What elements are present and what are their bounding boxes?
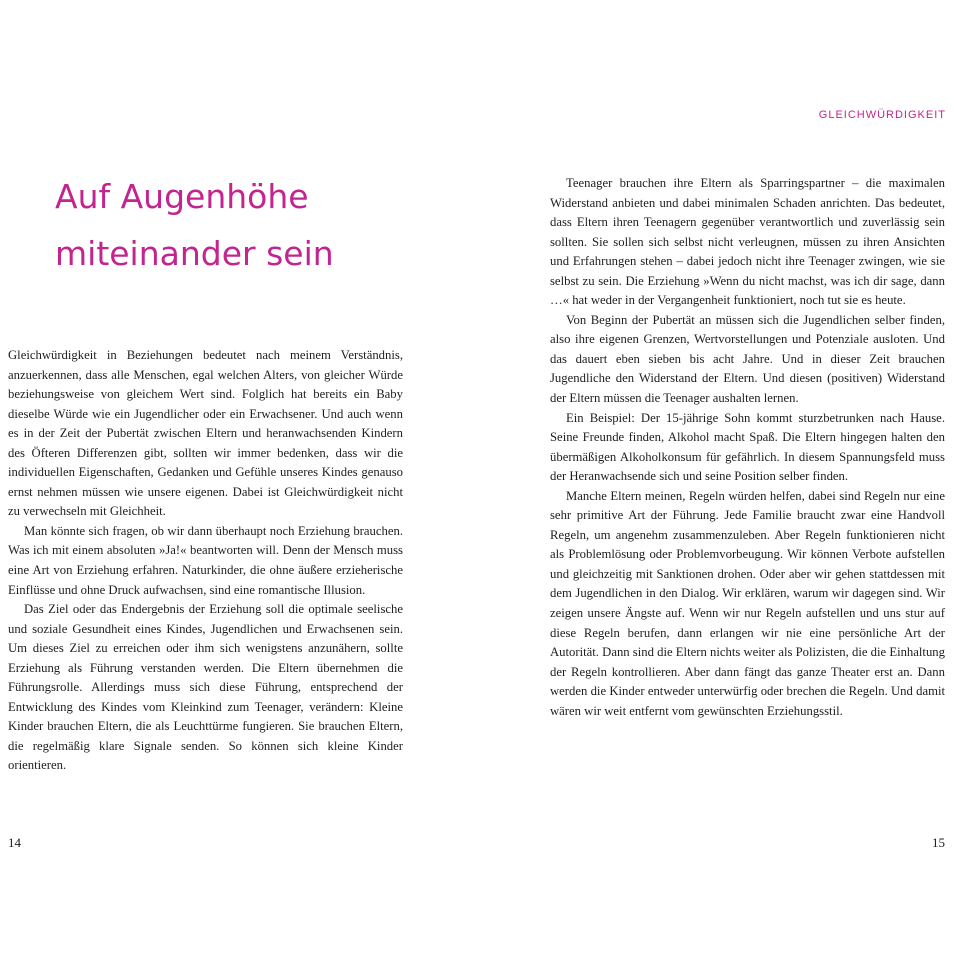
paragraph: Von Beginn der Pubertät an müssen sich die Jugendlichen selber finden, also ihre eigenen Grenzen, Wertvorstellungen und Potenziale ausloten. Und das dauert eben sieben bis acht Jahre. Und in dieser Zeit brauchen Jugendliche den Widerstand der Eltern. Und diesen (positiven) Widerstand der Eltern müssen die Teenager aushalten lernen. bbox=[550, 312, 945, 406]
paragraph: Manche Eltern meinen, Regeln würden helfen, dabei sind Regeln nur eine sehr primitive Art der Führung. Jede Familie braucht zwar eine Handvoll Regeln, um angenehm zusammenzuleben. Aber Regeln funktionieren nicht als Problemlösung oder Problemvorbeugung. Wir können Verbote aufstellen und gleichzeitig mit Sanktionen drohen. Oder aber wir gehen stattdessen mit dem Jugendlichen in den Dialog. Wir erklären, warum wir dagegen sind. Wir zeigen unsere Ängste auf. Wenn wir nur Regeln aufstellen und uns stur auf diese Regeln berufen, dann erlangen wir nie eine persönliche Art der Autorität. Dann sind die Eltern nichts weiter als Polizisten, die die Einhaltung der Regeln kontrollieren. Aber dann fängt das ganze Theater erst an. Dann werden die Kinder entweder unterwürfig oder brechen die Regeln. Und damit wären wir weit entfernt vom gewünschten Erziehungsstil. bbox=[550, 488, 945, 718]
chapter-title bbox=[55, 168, 415, 282]
paragraph: Ein Beispiel: Der 15-jährige Sohn kommt sturzbetrunken nach Hause. Seine Freunde finden, Alkohol macht Spaß. Die Eltern hingegen halten den übermäßigen Alkoholkonsum für gefährlich. In diesem Spannungsfeld muss der Heranwachsende sich und seine Position selber finden. bbox=[550, 410, 945, 484]
chapter-title-line-2: miteinander sein bbox=[55, 234, 334, 273]
paragraph: Man könnte sich fragen, ob wir dann überhaupt noch Erziehung brauchen. Was ich mit einem absoluten »Ja!« beantworten will. Denn der Mensch muss eine Art von Erziehung erfahren. Naturkinder, die ohne äußere erzieherische Einflüsse und ohne Druck aufwachsen, sind eine romantische Illusion. bbox=[8, 523, 403, 597]
left-body-text bbox=[8, 346, 403, 776]
chapter-title-line-1: Auf Augenhöhe bbox=[55, 177, 309, 216]
paragraph: Teenager brauchen ihre Eltern als Sparringspartner – die maximalen Widerstand anbieten und dabei minimalen Schaden anrichten. Das bedeutet, dass Eltern ihren Teenagern gegenüber verantwortlich und zuverlässig sein sollten. Sie sollen sich selbst nicht verleugnen, müssen zu ihren Ansichten und Erfahrungen stehen – dabei jedoch nicht ihre Teenager zwingen, wie sie selbst zu sein. Die Erziehung »Wenn du nicht machst, was ich dir sage, dann …« hat weder in der Vergangenheit funktioniert, noch tut sie es heute. bbox=[550, 176, 945, 308]
right-body-text bbox=[550, 174, 945, 721]
running-header: GLEICHWÜRDIGKEIT bbox=[818, 109, 946, 121]
paragraph: Das Ziel oder das Endergebnis der Erziehung soll die optimale seelische und soziale Gesundheit eines Kindes, Jugendlichen und Erwachsenen sein. Um dieses Ziel zu erreichen oder ihm sich wenigstens anzunähern, sollte Erziehung als Führung verstanden werden. Die Eltern übernehmen die Führungsrolle. Allerdings muss sich diese Führung, entsprechend der Entwicklung des Kindes vom Kleinkind zum Teenager, verändern: Kleine Kinder brauchen Eltern, die als Leuchttürme fungieren. Sie brauchen Eltern, die regelmäßig klare Signale senden. So können sich kleine Kinder orientieren. bbox=[8, 602, 403, 773]
paragraph: Gleichwürdigkeit in Beziehungen bedeutet nach meinem Verständnis, anzuerkennen, dass alle Menschen, egal welchen Alters, von gleicher Würde beziehungsweise von gleichem Wert sind. Folglich hat bereits ein Baby dieselbe Würde wie ein Jugendlicher oder ein Erwachsener. Und auch wenn es in der Zeit der Pubertät zwischen Eltern und heranwachsenden Kindern des Öfteren Differenzen gibt, sollten wir immer bedenken, dass wir die individuellen Eigenschaften, Gedanken und Gefühle unseres Kindes genauso ernst nehmen müssen wie unsere eigenen. Dabei ist Gleichwürdigkeit nicht zu verwechseln mit Gleichheit. bbox=[8, 348, 403, 519]
page-number-right: 15 bbox=[932, 835, 945, 850]
page-number-left: 14 bbox=[8, 835, 21, 850]
